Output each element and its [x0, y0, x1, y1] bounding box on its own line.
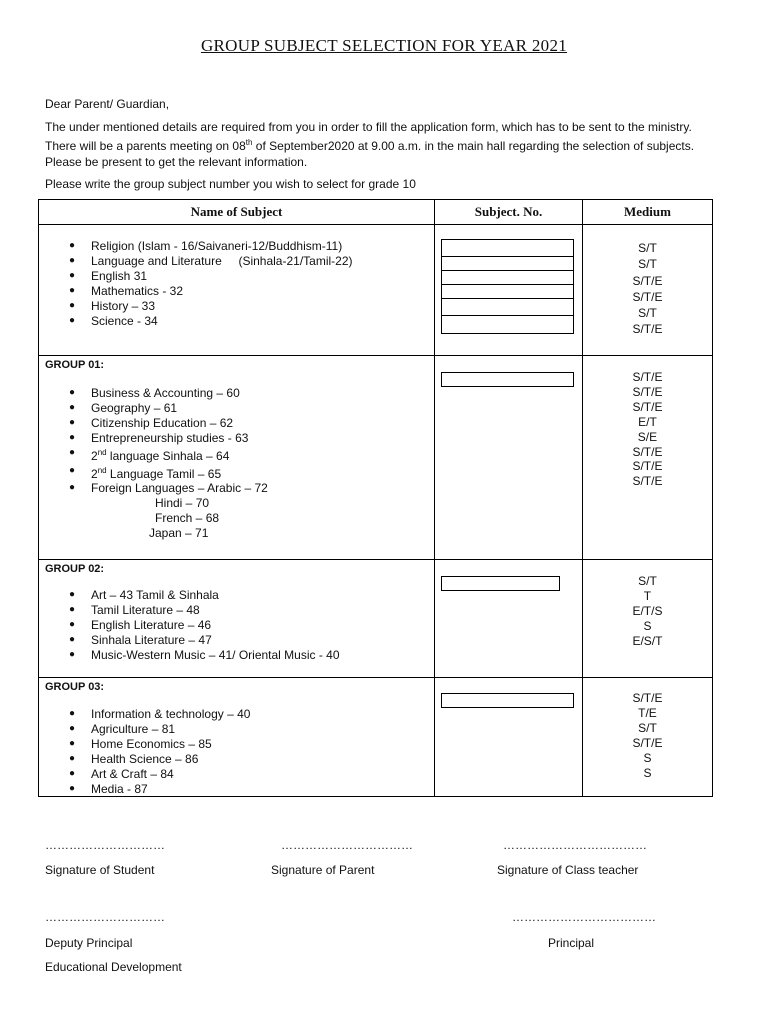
medium-value: S/T [638, 574, 657, 588]
group3-number-cell [435, 678, 583, 797]
principal-signature-line: ……………………………… [512, 910, 656, 924]
list-item: ● Sinhala Literature – 47 [69, 632, 212, 647]
medium-value: S [643, 618, 652, 633]
list-item: ● Citizenship Education – 62 [69, 415, 234, 430]
subject-number-input[interactable] [441, 372, 574, 387]
list-item: ● Mathematics - 32 [69, 283, 184, 298]
list-item: ● Science - 34 [69, 313, 158, 328]
list-item: Hindi – 70 [155, 496, 210, 511]
core-number-cell [435, 225, 583, 356]
teacher-signature-line: ……………………………… [503, 838, 647, 852]
group2-subjects-cell [39, 560, 435, 678]
medium-value: S/T/E [632, 289, 663, 304]
page-title: GROUP SUBJECT SELECTION FOR YEAR 2021 [200, 36, 568, 55]
list-item: ● Entrepreneurship studies - 63 [69, 430, 249, 445]
medium-value: S/T/E [632, 444, 663, 459]
core-medium-cell [582, 225, 712, 356]
subject-number-input[interactable] [441, 257, 574, 271]
medium-value: S [643, 765, 652, 780]
medium-value: S/T/E [632, 691, 663, 705]
list-item: ● History – 33 [69, 298, 156, 313]
subject-number-input[interactable] [441, 271, 574, 285]
list-item: ● Home Economics – 85 [69, 736, 212, 751]
list-item: ● Religion (Islam - 16/Saivaneri-12/Buddhism-11) [69, 239, 343, 253]
medium-value: T/E [638, 705, 657, 720]
salutation: Dear Parent/ Guardian, [45, 97, 170, 111]
subject-number-input[interactable] [441, 316, 574, 334]
list-item: Japan – 71 [149, 526, 209, 541]
medium-value: S/T/E [632, 273, 663, 288]
core-subjects-cell [39, 225, 435, 356]
table-header-row [39, 200, 713, 225]
list-item: ● Media - 87 [69, 781, 148, 796]
educational-development-label: Educational Development [45, 960, 182, 974]
list-item: ● Business & Accounting – 60 [69, 386, 240, 400]
group3-medium-cell [582, 678, 712, 797]
list-item: ● Music-Western Music – 41/ Oriental Music - 40 [69, 647, 340, 662]
group2-subject-list [39, 588, 434, 663]
subject-number-input[interactable] [441, 239, 574, 257]
parent-signature-label: Signature of Parent [271, 863, 375, 877]
group1-subjects-cell [39, 356, 435, 560]
subject-number-input[interactable] [441, 299, 574, 316]
subject-number-input[interactable] [441, 576, 560, 591]
list-item: ● Information & technology – 40 [69, 707, 251, 721]
medium-value: S [643, 750, 652, 765]
core-subjects-row [39, 225, 713, 356]
medium-value: S/T [638, 257, 657, 272]
group1-medium-cell [582, 356, 712, 560]
deputy-principal-label: Deputy Principal [45, 936, 133, 950]
principal-label: Principal [548, 936, 595, 950]
subject-number-input[interactable] [441, 693, 574, 708]
medium-value: S/T/E [632, 459, 663, 474]
medium-value: S/T/E [632, 474, 663, 489]
deputy-signature-line: ………………………… [45, 910, 165, 924]
header-medium: Medium [582, 200, 712, 225]
group1-number-cell [435, 356, 583, 560]
student-signature-line: ………………………… [45, 838, 165, 852]
list-item: French – 68 [155, 511, 220, 526]
intro-paragraph: The under mentioned details are required from you in order to fill the application form, which has to be sent to the ministry. There will be a parents meeting on 08th of September2020 at 9.00 a.m. in the main hall regarding the selection of subjects. Please be present to get the relevant information. [45, 120, 695, 169]
parent-signature-line: …………………………… [281, 838, 413, 852]
medium-value: E/T [638, 414, 657, 429]
list-item: ● Geography – 61 [69, 400, 178, 415]
list-item: ● English 31 [69, 268, 148, 283]
medium-value: E/S/T [632, 633, 663, 648]
list-item: ● 2nd Language Tamil – 65 [69, 464, 222, 481]
medium-value: T [643, 588, 652, 603]
group2-label: GROUP 02: [45, 563, 105, 575]
medium-value: S/T/E [632, 370, 663, 384]
group2-number-cell [435, 560, 583, 678]
medium-value: S/T/E [632, 735, 663, 750]
group2-medium-cell [582, 560, 712, 678]
subject-selection-table [38, 199, 713, 797]
list-item: ● Agriculture – 81 [69, 721, 176, 736]
student-signature-label: Signature of Student [45, 863, 155, 877]
list-item: ● Art & Craft – 84 [69, 766, 174, 781]
list-item: ● Art – 43 Tamil & Sinhala [69, 588, 219, 602]
medium-value: S/T [638, 306, 657, 321]
group3-subject-list [39, 707, 434, 796]
subject-number-input[interactable] [441, 285, 574, 299]
list-item: ● Tamil Literature – 48 [69, 602, 200, 617]
medium-value: S/E [637, 429, 658, 444]
list-item: ● 2nd language Sinhala – 64 [69, 446, 230, 463]
medium-value: S/T [638, 720, 657, 735]
medium-value: S/T/E [632, 322, 663, 337]
group1-subject-list [39, 386, 434, 541]
group3-label: GROUP 03: [45, 681, 105, 693]
medium-value: S/T [638, 241, 657, 255]
group3-row [39, 678, 713, 797]
list-item: ● Health Science – 86 [69, 751, 199, 766]
header-number: Subject. No. [435, 200, 583, 225]
instruction: Please write the group subject number you wish to select for grade 10 [45, 177, 416, 191]
list-item: ● Language and Literature (Sinhala-21/Tamil-22) [69, 253, 353, 268]
teacher-signature-label: Signature of Class teacher [497, 863, 639, 877]
core-subject-list [39, 239, 434, 328]
medium-value: S/T/E [632, 384, 663, 399]
medium-value: S/T/E [632, 399, 663, 414]
header-name: Name of Subject [39, 200, 435, 225]
group1-label: GROUP 01: [45, 359, 105, 371]
group1-row [39, 356, 713, 560]
medium-value: E/T/S [632, 603, 663, 618]
list-item: ● Foreign Languages – Arabic – 72 [69, 481, 268, 496]
group3-subjects-cell [39, 678, 435, 797]
list-item: ● English Literature – 46 [69, 617, 212, 632]
group2-row [39, 560, 713, 678]
